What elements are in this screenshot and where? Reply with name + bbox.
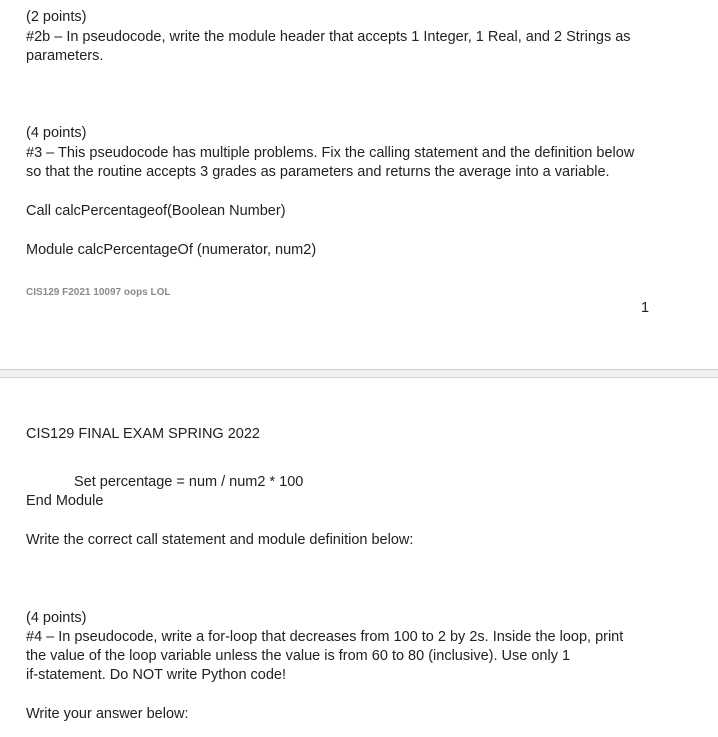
question-4-points: (4 points) [26,610,87,626]
question-3-call-statement: Call calcPercentageof(Boolean Number) [26,203,286,219]
question-4-text-line-3: if-statement. Do NOT write Python code! [26,667,287,683]
write-answer-instruction: Write your answer below: [26,706,189,722]
document-page-2 [0,378,718,737]
question-3-text-line-2: so that the routine accepts 3 grades as parameters and returns the average into a variable. [26,164,610,180]
page-number: 1 [641,300,650,316]
question-3-module-definition: Module calcPercentageOf (numerator, num2) [26,242,317,258]
question-2b-text-line-1: #2b – In pseudocode, write the module header that accepts 1 Integer, 1 Real, and 2 Strings as [26,29,631,45]
write-correct-instruction: Write the correct call statement and module definition below: [26,532,414,548]
question-2b-text-line-2: parameters. [26,48,104,64]
page-header: CIS129 FINAL EXAM SPRING 2022 [26,426,260,442]
question-4-text-line-1: #4 – In pseudocode, write a for-loop that decreases from 100 to 2 by 2s. Inside the loop, print [26,629,624,645]
question-2b-points: (2 points) [26,9,87,25]
page-footer: CIS129 F2021 10097 oops LOL [26,287,171,298]
end-module-line: End Module [26,493,104,509]
question-3-points: (4 points) [26,125,87,141]
page-break [0,369,718,378]
question-3-text-line-1: #3 – This pseudocode has multiple problems. Fix the calling statement and the definition below [26,145,635,161]
set-percentage-line: Set percentage = num / num2 * 100 [74,474,304,490]
question-4-text-line-2: the value of the loop variable unless the value is from 60 to 80 (inclusive). Use only 1 [26,648,571,664]
